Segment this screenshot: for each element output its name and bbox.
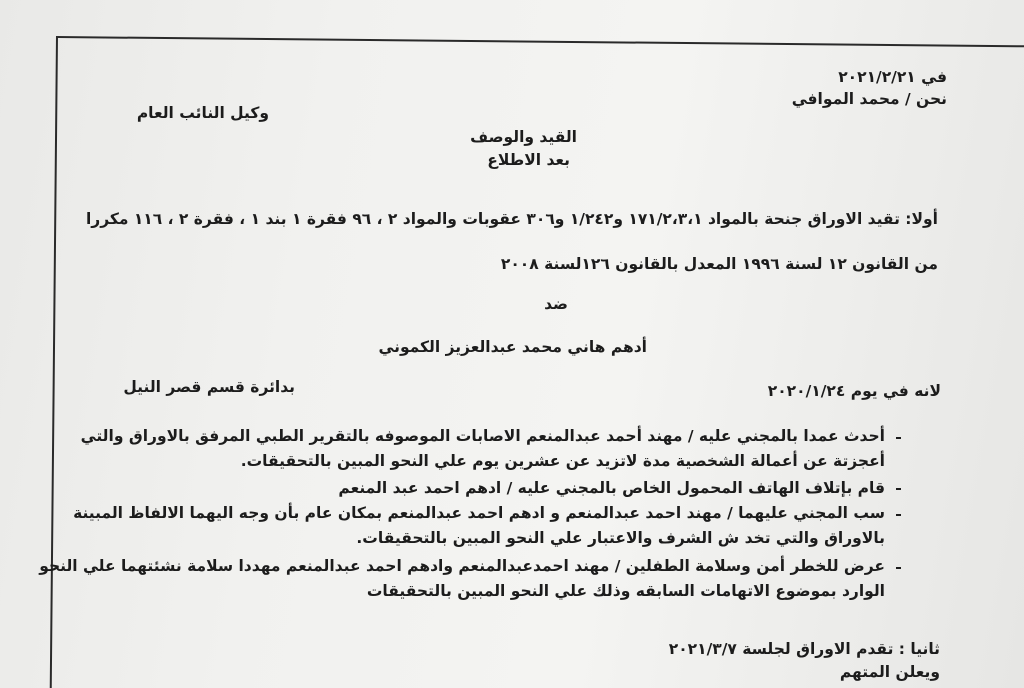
incident-location: بدائرة قسم قصر النيل [123,378,295,396]
count-4-line-1: عرض للخطر أمن وسلامة الطفلين / مهند احمدعبدالمنعم وادهم احمد عبدالمنعم مهددا سلامة نشئتهما علي النحو [39,557,885,575]
notify-defendant: ويعلن المتهم [839,663,940,681]
bullet-marker [896,567,901,569]
count-4-line-2: الوارد بموضوع الاتهامات السابقه وذلك علي النحو المبين بالتحقيقات [366,582,885,600]
date-line: في ٢٠٢١/٢/٢١ [838,68,947,86]
bullet-marker [896,437,901,439]
charge-line-2: من القانون ١٢ لسنة ١٩٩٦ المعدل بالقانون ١٢٦لسنة ٢٠٠٨ [500,255,938,273]
count-1-line-1: أحدث عمدا بالمجني عليه / مهند أحمد عبدالمنعم الاصابات الموصوفه بالتقرير الطبي المرفق بالاوراق والتي [80,427,885,445]
heading-classification: القيد والوصف [470,128,577,146]
charge-line-1: أولا: تقيد الاوراق جنحة بالمواد ١٧١/٢،٣،١ و١/٢٤٢ و٣٠٦ عقوبات والمواد ٢ ، ٩٦ فقرة ١ بند ١ ، فقرة ٢ ، ١١٦ مكررا [85,210,938,228]
bullet-marker [896,514,901,516]
defendant-name: أدهم هاني محمد عبدالعزيز الكموني [378,338,647,356]
count-3-line-2: بالاوراق والتي تخد ش الشرف والاعتبار علي النحو المبين بالتحقيقات. [356,529,885,547]
heading-after-review: بعد الاطلاع [487,151,570,169]
count-3-line-1: سب المجني عليهما / مهند احمد عبدالمنعم و ادهم احمد عبدالمنعم بمكان عام بأن وجه اليهما الالفاظ المبينة [73,504,885,522]
incident-date: لانه في يوم ٢٠٢٠/١/٢٤ [767,382,941,400]
prosecutor-name: نحن / محمد الموافي [791,90,947,108]
against-label: ضد [544,295,568,313]
bullet-marker [896,488,901,490]
second-directive: ثانيا : تقدم الاوراق لجلسة ٢٠٢١/٣/٧ [668,640,940,658]
prosecutor-title: وكيل النائب العام [136,104,269,122]
count-2-line-1: قام بإتلاف الهاتف المحمول الخاص بالمجني عليه / ادهم احمد عبد المنعم [338,479,885,497]
count-1-line-2: أعجزتة عن أعمالة الشخصية مدة لاتزيد عن عشرين يوم علي النحو المبين بالتحقيقات. [240,452,885,470]
